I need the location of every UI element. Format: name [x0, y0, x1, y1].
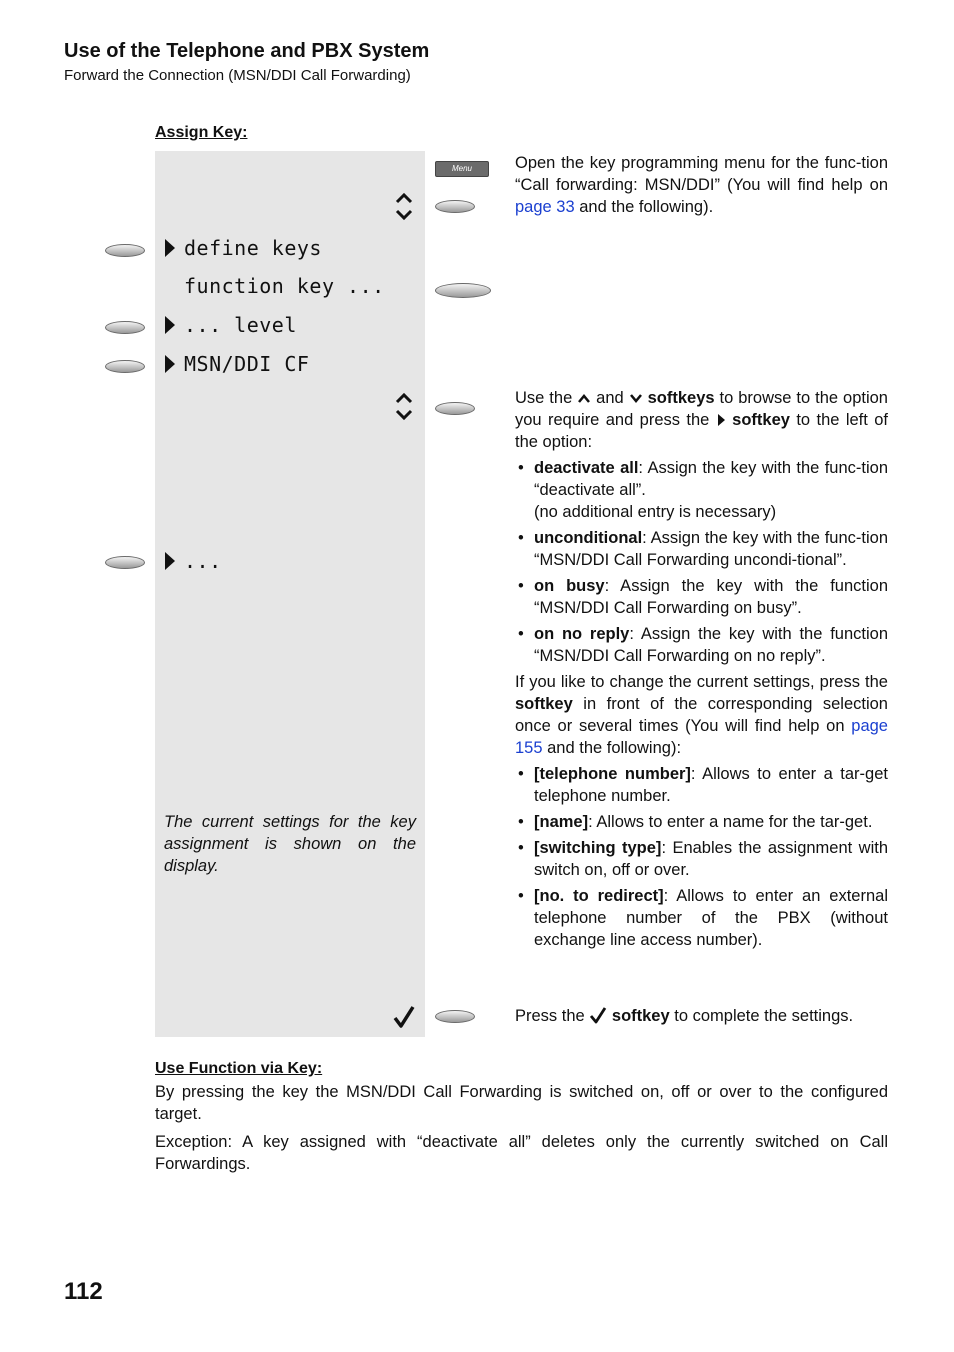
- exception-paragraph: Exception: A key assigned with “deactivate all” deletes only the currently switched on Call Forwardings.: [155, 1133, 888, 1173]
- step-open-menu: [515, 152, 888, 218]
- softkey-level[interactable]: [105, 321, 145, 334]
- display-line-define-keys: define keys: [184, 236, 322, 260]
- softkey-define-keys[interactable]: [105, 244, 145, 257]
- up-arrow-icon: [577, 392, 591, 404]
- display-line-msn-ddi-cf: MSN/DDI CF: [184, 352, 310, 376]
- option-desc: : Assign the key with the function “MSN/DDI Call Forwarding on busy”.: [534, 577, 888, 617]
- display-line-function-key: function key ...: [184, 274, 385, 298]
- setting-term: [name]: [534, 813, 589, 831]
- menu-key[interactable]: Menu: [435, 161, 489, 177]
- softkey-term: softkey: [515, 695, 573, 713]
- checkmark-icon: [589, 1006, 607, 1024]
- softkey-option[interactable]: [105, 556, 145, 569]
- select-arrow-icon: [165, 355, 175, 373]
- display-line-ellipsis: ...: [184, 549, 222, 573]
- list-item: [515, 811, 888, 833]
- use-function-paragraph: By pressing the key the MSN/DDI Call Forwarding is switched on, off or over to the configured target.: [155, 1083, 888, 1123]
- option-desc: : Assign the key with the func-tion “MSN/DDI Call Forwarding uncondi-tional”.: [534, 529, 888, 569]
- option-term: on no reply: [534, 625, 630, 643]
- scroll-softkey[interactable]: [435, 200, 475, 213]
- setting-term: [no. to redirect]: [534, 887, 664, 905]
- step-text: If you like to change the current settings, press the: [515, 673, 888, 691]
- step-text: and: [591, 389, 629, 407]
- list-item: [515, 457, 888, 523]
- step-text: to the left of the option:: [515, 411, 889, 451]
- setting-desc: : Allows to enter an external telephone number of the PBX (without exchange line access number).: [534, 887, 888, 949]
- page-link[interactable]: page 33: [515, 198, 575, 216]
- list-item: [515, 885, 888, 951]
- list-item: [515, 575, 888, 619]
- down-arrow-icon: [629, 392, 643, 404]
- list-item: [515, 527, 888, 571]
- section-title: Use of the Telephone and PBX System: [64, 40, 430, 62]
- checkmark-icon: [392, 1004, 416, 1030]
- option-extra: (no additional entry is necessary): [534, 503, 777, 521]
- function-key[interactable]: [435, 283, 491, 298]
- option-list: [515, 457, 888, 667]
- step-text: Open the key programming menu for the func-tion “Call forwarding: MSN/DDI” (You will find help on: [515, 154, 888, 194]
- page-link[interactable]: page 155: [515, 717, 888, 757]
- softkey-term: softkey: [611, 1007, 670, 1025]
- assign-key-heading: Assign Key:: [155, 124, 248, 141]
- option-desc: : Assign the key with the func-tion “deactivate all”.: [534, 459, 888, 499]
- step-complete: [515, 1005, 895, 1027]
- display-note: The current settings for the key assignment is shown on the display.: [164, 813, 416, 875]
- list-item: [515, 623, 888, 667]
- settings-list: [515, 763, 888, 951]
- setting-desc: : Allows to enter a tar-get telephone number.: [534, 765, 888, 805]
- option-term: unconditional: [534, 529, 643, 547]
- setting-desc: : Allows to enter a name for the tar-get.: [588, 813, 873, 831]
- step-text: to browse to the option you require and press the: [515, 389, 888, 429]
- list-item: [515, 837, 888, 881]
- option-term: deactivate all: [534, 459, 639, 477]
- section-subtitle: Forward the Connection (MSN/DDI Call Forwarding): [64, 67, 411, 84]
- confirm-softkey[interactable]: [435, 1010, 475, 1023]
- list-item: [515, 763, 888, 807]
- display-line-level: ... level: [184, 313, 297, 337]
- select-arrow-icon: [165, 239, 175, 257]
- step-text: to complete the settings.: [669, 1007, 854, 1025]
- step-text: and the following):: [542, 739, 682, 757]
- option-term: on busy: [534, 577, 605, 595]
- use-function-heading: Use Function via Key:: [155, 1060, 323, 1077]
- softkey-msn-ddi-cf[interactable]: [105, 360, 145, 373]
- select-arrow-icon: [165, 552, 175, 570]
- step-text: Press the: [515, 1007, 590, 1025]
- setting-term: [switching type]: [534, 839, 662, 857]
- scroll-softkey[interactable]: [435, 402, 475, 415]
- step-browse-options: [515, 387, 888, 955]
- up-down-arrows-icon: [394, 390, 414, 424]
- softkey-term: softkey: [732, 411, 790, 429]
- step-text: and the following).: [574, 198, 714, 216]
- browse-instructions: [515, 387, 888, 453]
- select-arrow-icon: [716, 413, 726, 427]
- step-text: in front of the corresponding selection once or several times (You will find help on: [515, 695, 888, 735]
- option-desc: : Assign the key with the function “MSN/DDI Call Forwarding on no reply”.: [534, 625, 888, 665]
- select-arrow-icon: [165, 316, 175, 334]
- up-down-arrows-icon: [394, 190, 414, 224]
- step-text: Use the: [515, 389, 578, 407]
- setting-term: [telephone number]: [534, 765, 691, 783]
- softkeys-term: softkeys: [647, 389, 715, 407]
- change-settings-paragraph: [515, 671, 888, 759]
- page-number: 112: [64, 1278, 103, 1305]
- setting-desc: : Enables the assignment with switch on, off or over.: [534, 839, 888, 879]
